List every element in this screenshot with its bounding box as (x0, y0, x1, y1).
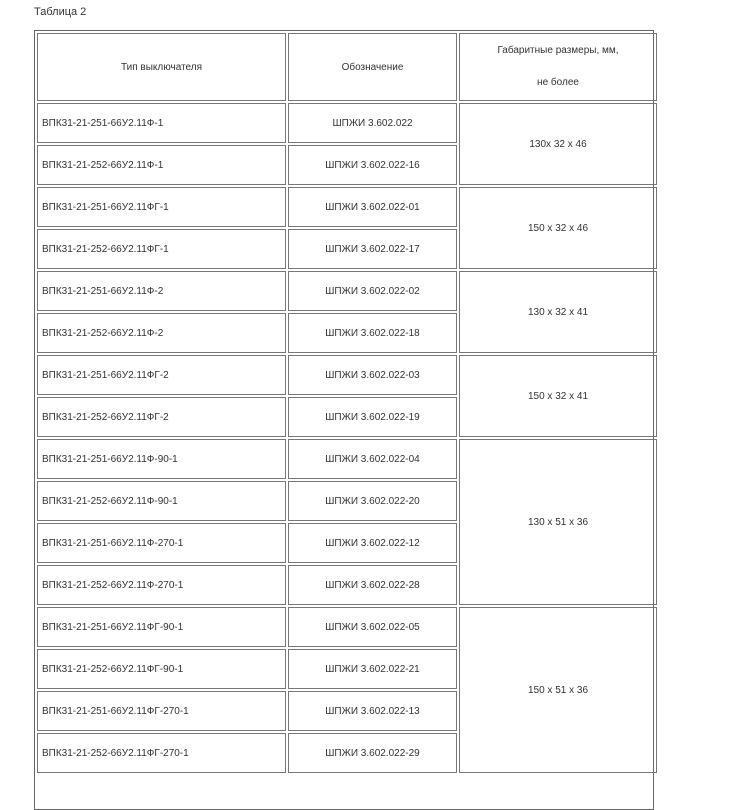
cell-dimensions: 150 х 32 х 41 (459, 355, 657, 437)
table-row (37, 187, 657, 227)
cell-type: ВПК31-21-251-66У2.11Ф-270-1 (37, 523, 286, 563)
cell-designation: ШПЖИ 3.602.022-13 (288, 691, 457, 731)
cell-designation: ШПЖИ 3.602.022-21 (288, 649, 457, 689)
cell-designation: ШПЖИ 3.602.022 (288, 103, 457, 143)
table-row (37, 103, 657, 143)
cell-type: ВПК31-21-252-66У2.11Ф-90-1 (37, 481, 286, 521)
table-header-row (37, 33, 657, 101)
cell-designation: ШПЖИ 3.602.022-18 (288, 313, 457, 353)
header-type: Тип выключателя (37, 33, 286, 101)
dimensions-table (35, 31, 659, 775)
header-designation: Обозначение (288, 33, 457, 101)
cell-type: ВПК31-21-251-66У2.11ФГ-2 (37, 355, 286, 395)
table-row (37, 271, 657, 311)
cell-type: ВПК31-21-251-66У2.11ФГ-270-1 (37, 691, 286, 731)
cell-designation: ШПЖИ 3.602.022-02 (288, 271, 457, 311)
cell-type: ВПК31-21-252-66У2.11Ф-2 (37, 313, 286, 353)
cell-dimensions: 150 х 32 х 46 (459, 187, 657, 269)
table-row (37, 607, 657, 647)
cell-type: ВПК31-21-251-66У2.11Ф-90-1 (37, 439, 286, 479)
cell-designation: ШПЖИ 3.602.022-28 (288, 565, 457, 605)
cell-type: ВПК31-21-251-66У2.11ФГ-1 (37, 187, 286, 227)
cell-dimensions: 130 х 51 х 36 (459, 439, 657, 605)
cell-designation: ШПЖИ 3.602.022-01 (288, 187, 457, 227)
header-dimensions-line1: Габаритные размеры, мм, (497, 45, 619, 56)
cell-designation: ШПЖИ 3.602.022-16 (288, 145, 457, 185)
dimensions-table-frame (34, 30, 654, 810)
cell-designation: ШПЖИ 3.602.022-17 (288, 229, 457, 269)
cell-type: ВПК31-21-251-66У2.11Ф-2 (37, 271, 286, 311)
table-caption: Таблица 2 (34, 6, 87, 18)
cell-type: ВПК31-21-252-66У2.11Ф-1 (37, 145, 286, 185)
cell-designation: ШПЖИ 3.602.022-19 (288, 397, 457, 437)
cell-designation: ШПЖИ 3.602.022-20 (288, 481, 457, 521)
cell-type: ВПК31-21-251-66У2.11Ф-1 (37, 103, 286, 143)
cell-type: ВПК31-21-251-66У2.11ФГ-90-1 (37, 607, 286, 647)
cell-designation: ШПЖИ 3.602.022-03 (288, 355, 457, 395)
cell-type: ВПК31-21-252-66У2.11Ф-270-1 (37, 565, 286, 605)
cell-type: ВПК31-21-252-66У2.11ФГ-270-1 (37, 733, 286, 773)
header-dimensions (459, 33, 657, 101)
cell-designation: ШПЖИ 3.602.022-05 (288, 607, 457, 647)
cell-dimensions: 130х 32 х 46 (459, 103, 657, 185)
cell-designation: ШПЖИ 3.602.022-04 (288, 439, 457, 479)
header-dimensions-line2: не более (537, 77, 579, 88)
cell-designation: ШПЖИ 3.602.022-12 (288, 523, 457, 563)
table-row (37, 355, 657, 395)
cell-type: ВПК31-21-252-66У2.11ФГ-1 (37, 229, 286, 269)
cell-designation: ШПЖИ 3.602.022-29 (288, 733, 457, 773)
cell-type: ВПК31-21-252-66У2.11ФГ-2 (37, 397, 286, 437)
cell-dimensions: 130 х 32 х 41 (459, 271, 657, 353)
cell-dimensions: 150 х 51 х 36 (459, 607, 657, 773)
table-row (37, 439, 657, 479)
cell-type: ВПК31-21-252-66У2.11ФГ-90-1 (37, 649, 286, 689)
